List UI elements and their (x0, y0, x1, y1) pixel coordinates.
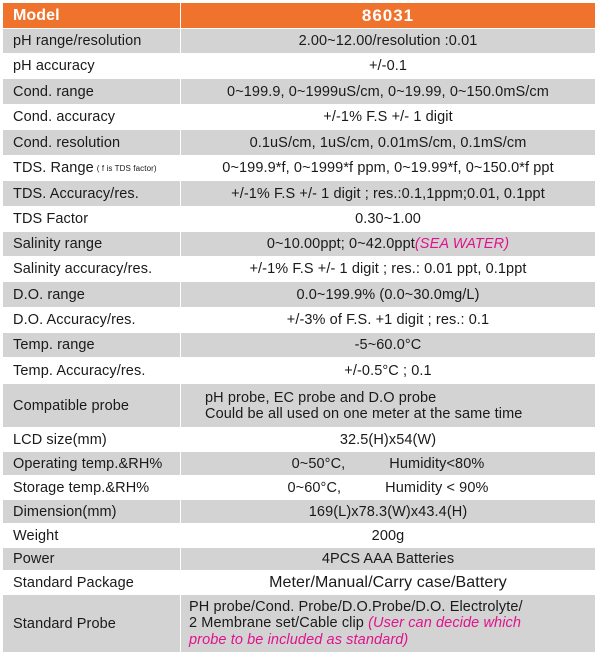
row-value-line: Could be all used on one meter at the same time (205, 405, 523, 422)
row-value-line: pH probe, EC probe and D.O probe (205, 389, 437, 406)
table-row (3, 548, 595, 571)
row-value-line (189, 615, 521, 632)
row-value: +/-1% F.S +/- 1 digit (180, 105, 595, 129)
row-value (180, 384, 595, 427)
row-label: pH accuracy (3, 54, 180, 78)
table-row (3, 333, 595, 358)
row-label: Compatible probe (3, 384, 180, 427)
table-row (3, 105, 595, 130)
row-value: 0.1uS/cm, 1uS/cm, 0.01mS/cm, 0.1mS/cm (180, 130, 595, 155)
row-value: 169(L)x78.3(W)x43.4(H) (180, 500, 595, 523)
table-row (3, 595, 595, 653)
humidity-value: Humidity < 90% (385, 479, 489, 496)
table-row (3, 29, 595, 54)
table-row (3, 384, 595, 428)
row-label: Temp. Accuracy/res. (3, 358, 180, 383)
row-label: Salinity accuracy/res. (3, 257, 180, 281)
table-row (3, 156, 595, 181)
row-value: -5~60.0°C (180, 333, 595, 357)
row-value-text: 2 Membrane set/Cable clip (189, 615, 364, 632)
table-row (3, 308, 595, 333)
table-row (3, 232, 595, 257)
row-label: TDS. Accuracy/res. (3, 181, 180, 206)
row-label-note: ( f is TDS factor) (96, 163, 157, 173)
row-label: Cond. range (3, 79, 180, 104)
row-value: Meter/Manual/Carry case/Battery (180, 571, 595, 594)
row-label: Standard Package (3, 571, 180, 594)
table-row (3, 54, 595, 79)
table-row (3, 452, 595, 476)
table-row (3, 207, 595, 232)
row-value: 0~199.9, 0~1999uS/cm, 0~19.99, 0~150.0mS/cm (180, 79, 595, 104)
row-value-line: PH probe/Cond. Probe/D.O.Probe/D.O. Electrolyte/ (189, 598, 523, 615)
row-value: +/-1% F.S +/- 1 digit ; res.:0.1,1ppm;0.01, 0.1ppt (180, 181, 595, 206)
row-label: D.O. range (3, 282, 180, 307)
row-label: Weight (3, 524, 180, 547)
humidity-value: Humidity<80% (389, 455, 485, 472)
row-value-note: probe to be included as standard) (189, 631, 409, 648)
row-value-note: (User can decide which (368, 615, 522, 632)
row-value: +/-1% F.S +/- 1 digit ; res.: 0.01 ppt, 0.1ppt (180, 257, 595, 281)
row-label: D.O. Accuracy/res. (3, 308, 180, 332)
row-label: pH range/resolution (3, 29, 180, 53)
row-value: 32.5(H)x54(W) (180, 428, 595, 451)
row-value: +/-3% of F.S. +1 digit ; res.: 0.1 (180, 308, 595, 332)
row-value: +/-0.5°C ; 0.1 (180, 358, 595, 383)
table-row (3, 476, 595, 500)
table-row (3, 571, 595, 595)
row-label: Storage temp.&RH% (3, 476, 180, 499)
row-value: 0.30~1.00 (180, 207, 595, 231)
row-value-split (181, 456, 595, 472)
row-value (180, 452, 595, 475)
row-value (180, 232, 595, 256)
row-value (180, 595, 595, 652)
table-row (3, 282, 595, 308)
table-row (3, 500, 595, 524)
row-label: TDS Factor (3, 207, 180, 231)
row-label: Salinity range (3, 232, 180, 256)
row-value-note: (SEA WATER) (414, 236, 510, 252)
row-label: Cond. accuracy (3, 105, 180, 129)
table-row (3, 79, 595, 105)
row-value (180, 476, 595, 499)
row-label-text: TDS. Range (13, 160, 94, 176)
row-label (3, 156, 180, 180)
row-label: Dimension(mm) (3, 500, 180, 523)
row-value: 0.0~199.9% (0.0~30.0mg/L) (180, 282, 595, 307)
row-value: 4PCS AAA Batteries (180, 548, 595, 570)
table-row (3, 428, 595, 452)
row-value: 0~199.9*f, 0~1999*f ppm, 0~19.99*f, 0~150.0*f ppt (180, 156, 595, 180)
spec-table (3, 3, 595, 653)
table-row (3, 181, 595, 207)
row-label: Temp. range (3, 333, 180, 357)
model-number: 86031 (180, 3, 595, 28)
header-label: Model (3, 3, 180, 28)
row-value: 2.00~12.00/resolution :0.01 (180, 29, 595, 53)
row-label: Cond. resolution (3, 130, 180, 155)
table-row (3, 524, 595, 548)
row-value: +/-0.1 (180, 54, 595, 78)
temperature-value: 0~60°C, (287, 479, 342, 496)
table-row (3, 358, 595, 384)
row-value-text: 0~10.00ppt; 0~42.0ppt (266, 236, 415, 252)
row-label: Power (3, 548, 180, 570)
row-value: 200g (180, 524, 595, 547)
row-label: Standard Probe (3, 595, 180, 652)
row-label: LCD size(mm) (3, 428, 180, 451)
temperature-value: 0~50°C, (291, 455, 346, 472)
row-label: Operating temp.&RH% (3, 452, 180, 475)
table-row (3, 130, 595, 156)
table-row (3, 257, 595, 282)
row-value-split (181, 480, 595, 496)
table-header-row (3, 3, 595, 29)
